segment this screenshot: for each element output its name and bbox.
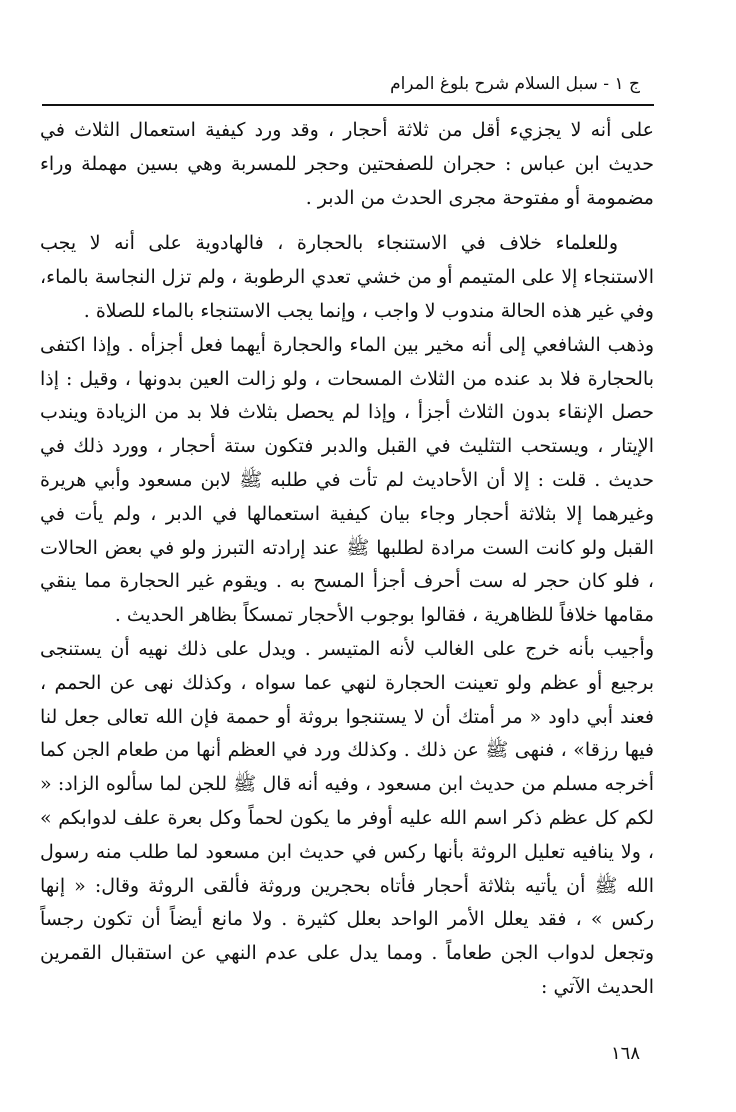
paragraph-scholars-disagreement: وللعلماء خلاف في الاستنجاء بالحجارة ، فالهادوية على أنه لا يجب الاستنجاء إلا على المتيمم أو من خشي تعدي الرطوبة ، ولم تزل النجاسة بالماء، وفي غير هذه الحالة مندوب لا واجب ، وإنما يجب الاستنجاء بالماء للصلاة . (40, 232, 654, 322)
paragraph-continuation: على أنه لا يجزيء أقل من ثلاثة أحجار ، وقد ورد كيفية استعمال الثلاث في حديث ابن عباس : حجران للصفحتين وحجر للمسربة وهي بسين مهملة وراء مضمومة أو مفتوحة مجرى الحدث من الدبر . (40, 119, 654, 209)
page-number: ١٦٨ (610, 1043, 640, 1064)
running-header: ج ١ - سبل السلام شرح بلوغ المرام (390, 74, 640, 94)
page-body (40, 114, 654, 1014)
paragraph-response: وأجيب بأنه خرج على الغالب لأنه المتيسر . ويدل على ذلك نهيه أن يستنجى برجيع أو عظم ولو تعينت الحجارة لنهي عما سواه ، وكذلك نهى عن الحمم ، فعند أبي داود « مر أمتك أن لا يستنجوا بروثة أو حممة فإن الله تعالى جعل لنا فيها رزقا» ، فنهى ﷺ عن ذلك . وكذلك ورد في العظم أنها من طعام الجن كما أخرجه مسلم من حديث ابن مسعود ، وفيه أنه قال ﷺ للجن لما سألوه الزاد: « لكم كل عظم ذكر اسم الله عليه أوفر ما يكون لحماً وكل بعرة علف لدوابكم » ، ولا ينافيه تعليل الروثة بأنها ركس في حديث ابن مسعود لما طلب منه رسول الله ﷺ أن يأتيه بثلاثة أحجار فأتاه بحجرين وروثة فألقى الروثة وقال: « إنها ركس » ، فقد يعلل الأمر الواحد بعلل كثيرة . ولا مانع أيضاً أن تكون رجساً وتجعل لدواب الجن طعاماً . ومما يدل على عدم النهي عن استقبال القمرين الحديث الآتي : (40, 637, 654, 998)
header-rule (42, 104, 654, 106)
paragraph-shafii-view: وذهب الشافعي إلى أنه مخير بين الماء والحجارة أيهما فعل أجزأه . وإذا اكتفى بالحجارة فلا بد عنده من الثلاث المسحات ، ولو زالت العين بدونها ، وقيل : إذا حصل الإنقاء بدون الثلاث أجزأ ، وإذا لم يحصل بثلاث فلا بد من الزيادة ويندب الإيتار ، ويستحب التثليث في القبل والدبر فتكون ستة أحجار ، وورد ذلك في حديث . قلت : إلا أن الأحاديث لم تأت في طلبه ﷺ لابن مسعود وأبي هريرة وغيرهما إلا بثلاثة أحجار وجاء بيان كيفية استعمالها في الدبر ، ولم يأت في القبل ولو كانت الست مرادة لطلبها ﷺ عند إرادته التبرز ولو في بعض الحالات ، فلو كان حجر له ست أحرف أجزأ المسح به . ويقوم غير الحجارة مما ينقي مقامها خلافاً للظاهرية ، فقالوا بوجوب الأحجار تمسكاً بظاهر الحديث . (40, 333, 654, 627)
